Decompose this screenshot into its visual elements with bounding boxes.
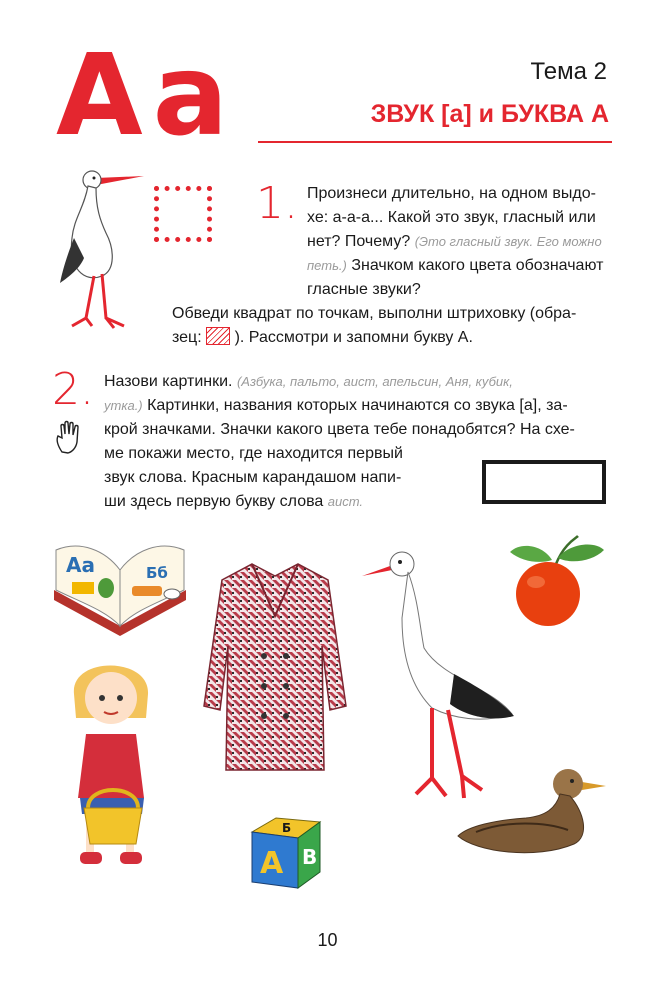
hint-text: утка.) (104, 398, 143, 413)
page-number: 10 (317, 930, 338, 950)
cube-letter-top: Б (282, 821, 292, 835)
task-1-line-5: гласные звуки? (307, 281, 421, 298)
task-2-line-5: звук слова. Красным карандашом напи- (104, 469, 402, 486)
task-1-line-1: Произнеси длительно, на одном выдо- (307, 185, 596, 202)
task-2-line-4: ме покажи место, где находится первый (104, 445, 403, 462)
stork-small-illustration (44, 158, 154, 338)
hatched-sample-icon (206, 327, 230, 345)
duck-picture[interactable] (456, 760, 612, 860)
task-1-line-2: хе: а-а-а... Какой это звук, гласный или (307, 209, 596, 226)
book-letter-a: Аа (66, 553, 95, 577)
big-letter-a: Аа (56, 31, 239, 161)
abc-book-picture[interactable] (50, 530, 190, 640)
task-1-number: 1. (256, 178, 298, 229)
hand-icon (54, 420, 84, 454)
topic-label: Тема 2 (530, 58, 607, 85)
task-1-text-lower (172, 302, 622, 350)
task-1-line-6: Обведи квадрат по точкам, выполни штриховку (обра- (172, 305, 577, 322)
title-underline (258, 141, 612, 143)
task-1-line-3: нет? Почему? (Это гласный звук. Его можно (307, 233, 602, 250)
cube-letter-side: В (302, 845, 318, 869)
task-2-line-6: ши здесь первую букву слова аист. (104, 493, 364, 510)
hint-text: (Азбука, пальто, аист, апельсин, Аня, кубик, (236, 374, 513, 389)
coat-picture[interactable] (200, 556, 350, 776)
hint-text: (Это гласный звук. Его можно (414, 234, 602, 249)
task-2-line-1: Назови картинки. (Азбука, пальто, аист, апельсин, Аня, кубик, (104, 373, 513, 390)
dotted-square[interactable] (154, 186, 212, 242)
task-1-line-4: петь.) Значком какого цвета обозначают (307, 257, 604, 274)
task-2-line-3: крой значками. Значки какого цвета тебе понадобятся? На схе- (104, 421, 575, 438)
orange-picture[interactable] (506, 534, 606, 626)
sound-scheme-box[interactable] (482, 460, 606, 504)
book-letter-b: Бб (146, 564, 168, 582)
cube-letter-front: А (260, 846, 284, 881)
hint-text: аист. (327, 494, 364, 509)
task-2-number: 2. (52, 364, 94, 415)
alphabet-cube-picture[interactable] (246, 810, 328, 892)
lesson-title: ЗВУК [а] и БУКВА А (370, 100, 609, 128)
task-1-text (307, 182, 617, 302)
girl-anya-picture[interactable] (60, 648, 170, 874)
task-1-line-7: зец: ). Рассмотри и запомни букву А. (172, 329, 473, 346)
task-2-line-2: утка.) Картинки, названия которых начинаются со звука [а], за- (104, 397, 568, 414)
hint-text: петь.) (307, 258, 347, 273)
